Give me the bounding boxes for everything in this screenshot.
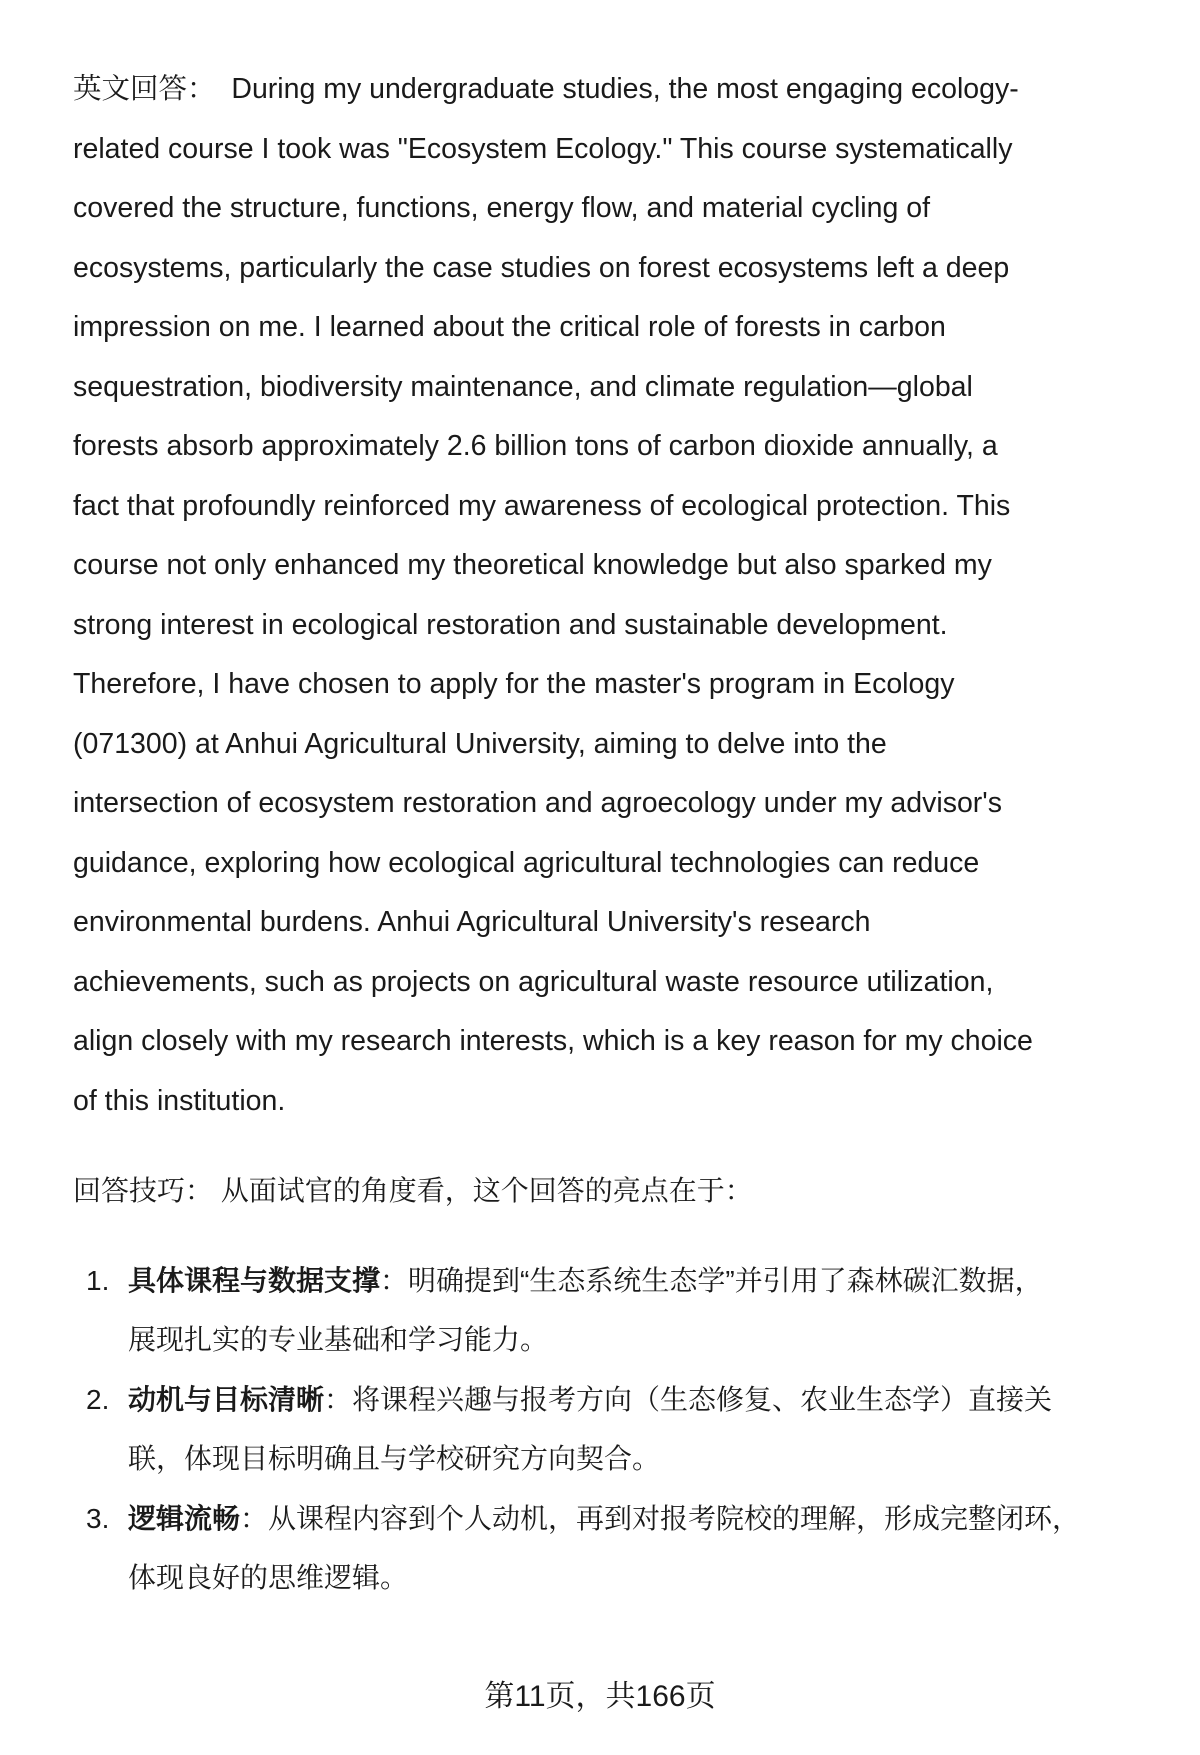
answer-line: align closely with my research interests, which is a key reason for my choice bbox=[73, 1025, 1033, 1057]
item-text: 体现良好的思维逻辑。 bbox=[128, 1562, 409, 1593]
item-text: 展现扎实的专业基础和学习能力。 bbox=[128, 1324, 549, 1355]
item-title: 逻辑流畅 bbox=[128, 1503, 241, 1534]
answer-line: forests absorb approximately 2.6 billion tons of carbon dioxide annually, a bbox=[73, 430, 998, 462]
tips-heading: 回答技巧： 从面试官的角度看，这个回答的亮点在于： bbox=[73, 1175, 753, 1206]
answer-line: course not only enhanced my theoretical knowledge but also sparked my bbox=[73, 549, 992, 581]
list-number: 3. bbox=[86, 1503, 110, 1534]
list-number: 2. bbox=[86, 1384, 110, 1415]
item-text: ：明确提到“生态系统生态学”并引用了森林碳汇数据， bbox=[380, 1265, 1043, 1296]
answer-line: impression on me. I learned about the critical role of forests in carbon bbox=[73, 311, 946, 343]
answer-line bbox=[73, 69, 1019, 109]
item-text: ：将课程兴趣与报考方向（生态修复、农业生态学）直接关 bbox=[324, 1384, 1053, 1415]
answer-label: 英文回答： bbox=[73, 73, 216, 105]
answer-line: ecosystems, particularly the case studies on forest ecosystems left a deep bbox=[73, 252, 1010, 284]
answer-line: guidance, exploring how ecological agricultural technologies can reduce bbox=[73, 847, 980, 879]
page-number: 第11页，共166页 bbox=[484, 1680, 716, 1713]
answer-line: covered the structure, functions, energy flow, and material cycling of bbox=[73, 192, 931, 224]
item-title: 动机与目标清晰 bbox=[128, 1384, 325, 1415]
list-number: 1. bbox=[86, 1265, 110, 1296]
answer-text: During my undergraduate studies, the most engaging ecology- bbox=[231, 73, 1019, 105]
answer-line: environmental burdens. Anhui Agricultural University's research bbox=[73, 906, 871, 938]
answer-line: strong interest in ecological restoration and sustainable development. bbox=[73, 609, 948, 641]
answer-line: fact that profoundly reinforced my awareness of ecological protection. This bbox=[73, 490, 1011, 522]
item-text: ：从课程内容到个人动机，再到对报考院校的理解，形成完整闭环， bbox=[240, 1503, 1081, 1534]
item-text: 联，体现目标明确且与学校研究方向契合。 bbox=[128, 1443, 661, 1474]
answer-line: of this institution. bbox=[73, 1085, 286, 1117]
answer-line: (071300) at Anhui Agricultural University, aiming to delve into the bbox=[73, 728, 887, 760]
answer-line: intersection of ecosystem restoration and agroecology under my advisor's bbox=[73, 787, 1002, 819]
answer-line: achievements, such as projects on agricultural waste resource utilization, bbox=[73, 966, 994, 998]
item-title: 具体课程与数据支撑 bbox=[128, 1265, 381, 1296]
answer-line: Therefore, I have chosen to apply for the master's program in Ecology bbox=[73, 668, 955, 700]
answer-line: related course I took was "Ecosystem Ecology." This course systematically bbox=[73, 133, 1013, 165]
answer-line: sequestration, biodiversity maintenance, and climate regulation—global bbox=[73, 371, 973, 403]
